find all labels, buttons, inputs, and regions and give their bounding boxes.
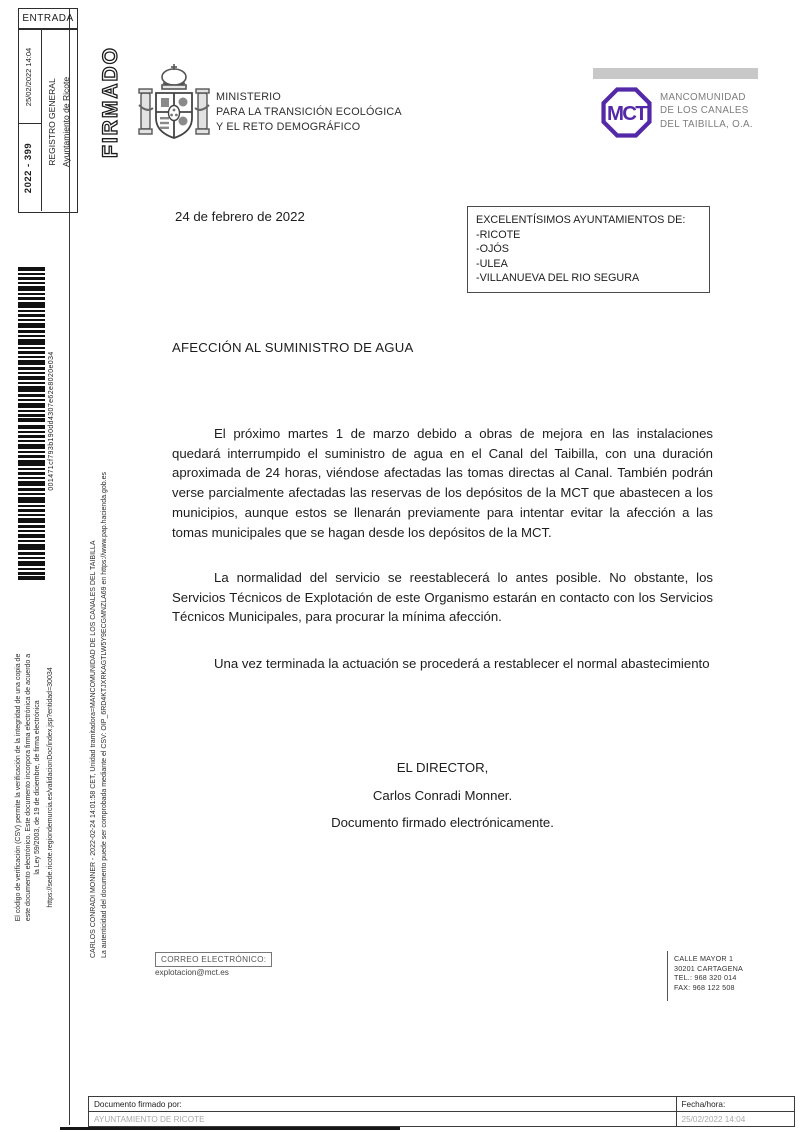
- signed-by-value: AYUNTAMIENTO DE RICOTE: [89, 1112, 677, 1127]
- signature-note: Documento firmado electrónicamente.: [331, 815, 554, 830]
- authenticity-line: La autenticidad del documento puede ser comprobada mediante el CSV: OIP_6RD4KTJXRKAGTLW5Y9ECGMNZLA69 en https://www.pap.hacienda.gob.es: [101, 472, 108, 958]
- mct-abbr: MCT: [606, 103, 647, 126]
- signature-title: EL DIRECTOR,: [396, 760, 489, 775]
- scan-edge-artifact: [60, 1127, 400, 1130]
- signer-line: CARLOS CONRADI MONNER - 2022-02-24 14:01:58 CET, Unidad tramitadora=MANCOMUNIDAD DE LOS CANALES DEL TAIBILLA: [90, 540, 97, 958]
- signed-watermark: FIRMADO: [99, 46, 122, 158]
- address-line: 30201 CARTAGENA: [674, 963, 744, 973]
- stamp-entry-number: 2022 - 399: [23, 142, 34, 194]
- ministry-name-block: [216, 90, 402, 134]
- address-line: TEL.: 968 320 014: [674, 973, 737, 983]
- recipient-item: -ULEA: [476, 257, 508, 270]
- header-gray-bar: [593, 68, 758, 79]
- stamp-registry-label: REGISTRO GENERAL: [47, 78, 57, 166]
- email-label-box: [155, 949, 272, 967]
- letter-subject: AFECCIÓN AL SUMINISTRO DE AGUA: [172, 340, 414, 355]
- csv-note-line: la Ley 59/2003, de 19 de diciembre, de firma electrónica: [34, 700, 42, 875]
- ministry-line: MINISTERIO: [216, 91, 281, 103]
- mct-line: DEL TAIBILLA, O.A.: [660, 118, 753, 130]
- recipient-item: -RICOTE: [476, 228, 521, 241]
- signature-block: [172, 761, 713, 844]
- body-paragraph-2: La normalidad del servicio se reestablecerá lo antes posible. No obstante, los Servicios Técnicos de Explotación de este Organismo estarán en contacto con los Servicios Técnicos Municipales, para procurar la mínima afección.: [172, 570, 713, 625]
- entry-stamp-header: [18, 8, 78, 29]
- csv-note-line: este documento electrónico. Este documento incorpora firma electrónica de acuerdo a: [24, 653, 32, 922]
- spain-coat-of-arms-icon: [136, 63, 212, 155]
- email-address: explotacion@mct.es: [155, 968, 229, 977]
- signature-name: Carlos Conradi Monner.: [372, 787, 513, 803]
- csv-note-line: El código de verificación (CSV) permite la verificación de la integridad de una copia de: [15, 653, 22, 922]
- mct-line: MANCOMUNIDAD: [660, 92, 746, 103]
- entry-stamp-body: [18, 29, 78, 213]
- letter-date: 24 de febrero de 2022: [175, 209, 305, 224]
- address-line: CALLE MAYOR 1: [674, 954, 734, 963]
- stamp-registry-block: [45, 35, 75, 209]
- mct-name-block: [660, 91, 753, 131]
- signed-by-header: Documento firmado por:: [89, 1097, 677, 1112]
- stamp-row-divider: [19, 123, 41, 124]
- datetime-value: 25/02/2022 14:04: [676, 1112, 794, 1127]
- recipient-item: -VILLANUEVA DEL RIO SEGURA: [476, 272, 640, 285]
- address-line: FAX: 968 122 508: [674, 982, 735, 992]
- address-rule: [667, 951, 668, 1001]
- signer-info-block: [88, 458, 112, 958]
- csv-note-block: [14, 620, 56, 955]
- table-header-row: [89, 1097, 795, 1112]
- mct-logo-icon: [601, 87, 652, 138]
- barcode-code: 001471cf793b190dd4307e62e8020e034: [48, 351, 55, 491]
- email-label: CORREO ELECTRÓNICO:: [155, 952, 272, 967]
- mct-line: DE LOS CANALES: [660, 105, 749, 117]
- barcode-icon: [18, 267, 45, 583]
- body-paragraph-1: El próximo martes 1 de marzo debido a obras de mejora en las instalaciones quedará interrumpido el suministro de agua en el Canal del Taibilla, con una duración aproximada de 24 horas, viéndose afectadas las tomas directas al Canal. También podrán verse parcialmente afectadas las reservas de los depósitos de la MCT que abastecen a los municipios, aunque estos se llenarán previamente para intentar evitar la afección a las tomas municipales que se hagan desde los depósitos de la MCT.: [172, 426, 713, 540]
- entry-stamp-title: ENTRADA: [22, 13, 74, 24]
- signature-table: [88, 1096, 795, 1127]
- body-paragraph-3: Una vez terminada la actuación se procederá a restablecer el normal abastecimiento: [214, 656, 710, 671]
- csv-validation-url: https://sede.ricote.regiondemurcia.es/validacionDoc/index.jsp?entidad=30034: [46, 667, 54, 908]
- ministry-line: Y EL RETO DEMOGRÁFICO: [216, 120, 361, 133]
- table-value-row: [89, 1112, 795, 1127]
- recipients-box: [467, 206, 710, 293]
- recipient-item: -OJÓS: [476, 243, 509, 256]
- recipients-title: EXCELENTÍSIMOS AYUNTAMIENTOS DE:: [476, 214, 686, 226]
- stamp-office-label: Ayuntamiento de Ricote: [61, 76, 71, 168]
- datetime-header: Fecha/hora:: [676, 1097, 794, 1112]
- stamp-datetime: 25/02/2022 14:04: [24, 47, 33, 107]
- stamp-column-divider: [41, 30, 42, 211]
- ministry-line: PARA LA TRANSICIÓN ECOLÓGICA: [216, 105, 402, 118]
- address-block: [674, 954, 743, 992]
